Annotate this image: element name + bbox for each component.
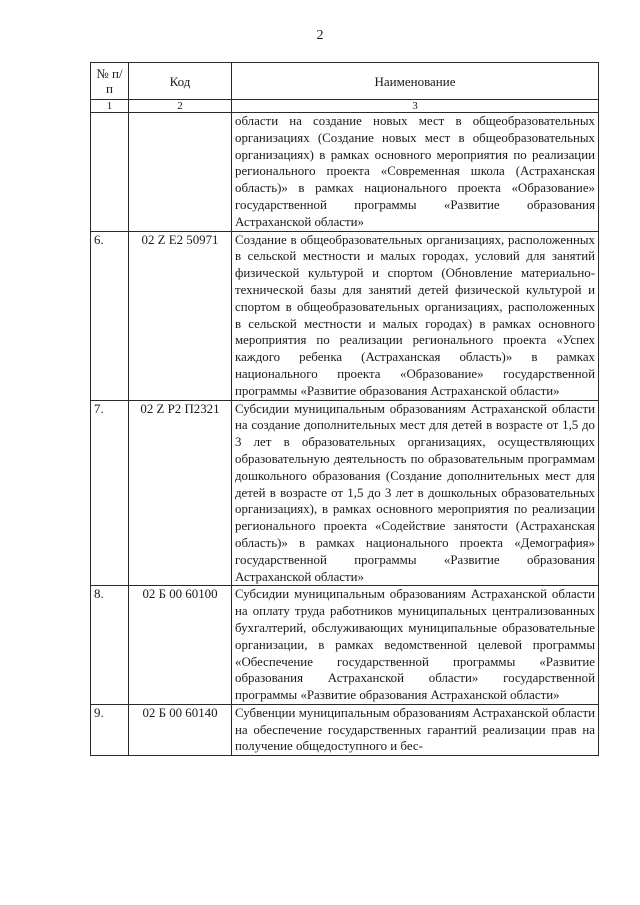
row-number: [91, 113, 129, 232]
table-header-row: [91, 63, 599, 100]
column-index-row: [91, 100, 599, 113]
table-row: [91, 586, 599, 705]
row-name: Субсидии муниципальным образованиям Астраханской области на оплату труда работников муниципальных централизованных бухгалтерий, обслуживающих муниципальные образовательные организации, в рамках ведомственной целевой программы «Обеспечение государственной программы «Развитие образования Астраханской области» государственной программы «Развитие образования Астраханской области»: [232, 586, 599, 705]
row-number: 7.: [91, 400, 129, 586]
table-row: [91, 400, 599, 586]
header-num: № п/п: [91, 63, 129, 100]
row-number: 9.: [91, 704, 129, 755]
row-code: 02 Z P2 П2321: [129, 400, 232, 586]
row-code: 02 Б 00 60140: [129, 704, 232, 755]
budget-classification-table: [90, 62, 599, 756]
row-code: 02 Z E2 50971: [129, 231, 232, 400]
row-name: области на создание новых мест в общеобразовательных организациях (Создание новых мест в общеобразовательных организациях) в рамках основного мероприятия по реализации регионального проекта «Современная школа (Астраханская область)» в рамках национального проекта «Образование» государственной программы «Развитие образования Астраханской области»: [232, 113, 599, 232]
header-code: Код: [129, 63, 232, 100]
table-row: [91, 704, 599, 755]
table-row: [91, 113, 599, 232]
row-name: Создание в общеобразовательных организациях, расположенных в сельской местности и малых городах, условий для занятий физической культурой и спортом (Обновление материально-технической базы для занятий детей физической культурой и спортом в общеобразовательных организациях, расположенных в сельской местности и малых городах) в рамках основного мероприятия по реализации регионального проекта «Успех каждого ребенка (Астраханская область)» в рамках национального проекта «Образование» государственной программы «Развитие образования Астраханской области»: [232, 231, 599, 400]
row-number: 6.: [91, 231, 129, 400]
table-row: [91, 231, 599, 400]
column-index: 2: [129, 100, 232, 113]
column-index: 1: [91, 100, 129, 113]
row-name: Субсидии муниципальным образованиям Астраханской области на создание дополнительных мест для детей в возрасте от 1,5 до 3 лет в образовательных организациях, осуществляющих образовательную деятельность по образовательным программам дошкольного образования (Создание дополнительных мест для детей в возрасте от 1,5 до 3 лет в дошкольных образовательных организациях), в рамках основного мероприятия по реализации регионального проекта «Содействие занятости (Астраханская область)» в рамках национального проекта «Демография» государственной программы «Развитие образования Астраханской области»: [232, 400, 599, 586]
column-index: 3: [232, 100, 599, 113]
row-name: Субвенции муниципальным образованиям Астраханской области на обеспечение государственных гарантий реализации прав на получение общедоступного и бес-: [232, 704, 599, 755]
page-number: 2: [316, 28, 324, 43]
row-code: 02 Б 00 60100: [129, 586, 232, 705]
row-number: 8.: [91, 586, 129, 705]
header-name: Наименование: [232, 63, 599, 100]
row-code: [129, 113, 232, 232]
